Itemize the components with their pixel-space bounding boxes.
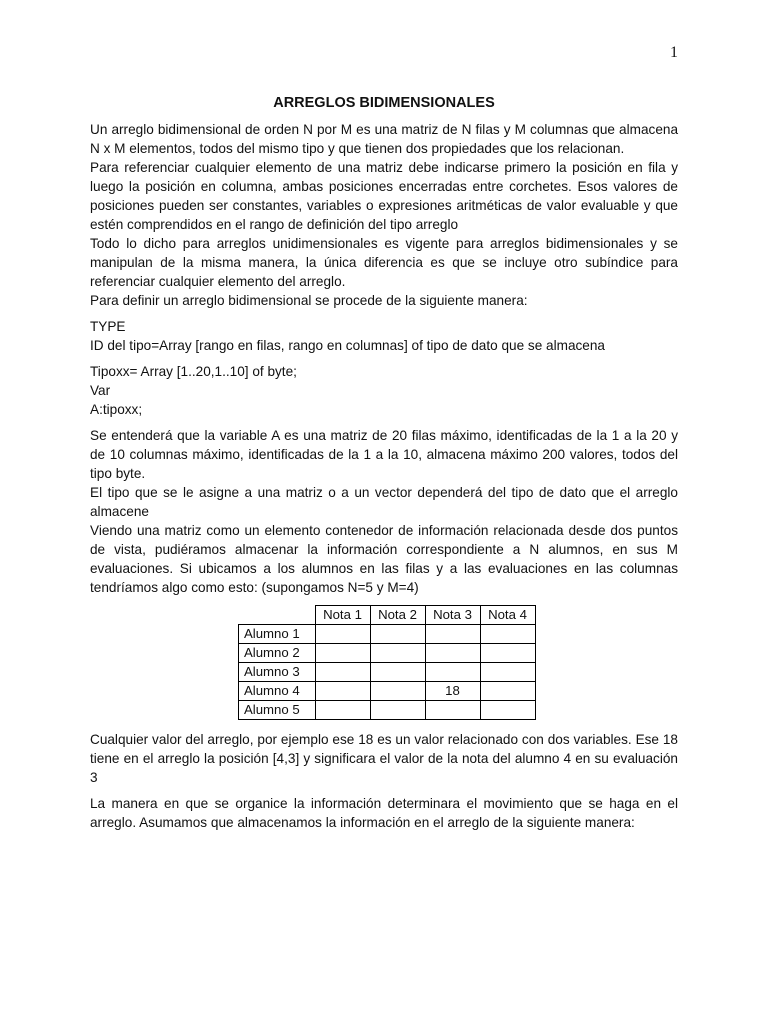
table-cell [370, 701, 425, 720]
table-cell [315, 701, 370, 720]
table-cell [425, 701, 480, 720]
paragraph: Para definir un arreglo bidimensional se procede de la siguiente manera: [90, 293, 528, 308]
paragraph: Viendo una matriz como un elemento contenedor de información relacionada desde dos puntos de vista, pudiéramos almacenar la información correspondiente a N alumnos, en sus M evaluaciones. Si ubicamos a los alumnos en las filas y a las evaluaciones en las columnas tendríamos algo como esto: (supongamos N=5 y M=4) [90, 523, 678, 595]
paragraph: Se entenderá que la variable A es una matriz de 20 filas máximo, identificadas de la 1 a la 20 y de 10 columnas máximo, identificadas de la 1 a la 10, almacena máximo 200 valores, todos del tipo byte. [90, 428, 678, 481]
code-line: Tipoxx= Array [1..20,1..10] of byte; [90, 364, 297, 379]
paragraph: Para referenciar cualquier elemento de una matriz debe indicarse primero la posición en fila y luego la posición en columna, ambas posiciones encerradas entre corchetes. Esos valores de posiciones pueden ser constantes, variables o expresiones aritméticas de valor evaluable y que estén comprendidos en el rango de definición del tipo arreglo [90, 160, 678, 232]
paragraph: Cualquier valor del arreglo, por ejemplo ese 18 es un valor relacionado con dos variables. Ese 18 tiene en el arreglo la posición [4,3] y significara el valor de la nota del alumno 4 en su evaluación 3 [90, 732, 678, 785]
table-cell: 18 [425, 682, 480, 701]
table-cell [425, 663, 480, 682]
code-line: A:tipoxx; [90, 402, 143, 417]
code-example-block [90, 362, 678, 419]
table-column-header: Nota 2 [370, 606, 425, 625]
table-row [239, 682, 536, 701]
table-row-header: Alumno 4 [239, 682, 316, 701]
type-definition-block [90, 317, 678, 355]
table-cell [480, 644, 535, 663]
paragraph: Todo lo dicho para arreglos unidimensionales es vigente para arreglos bidimensionales y se manipulan de la misma manera, la única diferencia es que se incluye otro subíndice para referenciar cualquier elemento del arreglo. [90, 236, 678, 289]
table-cell [370, 682, 425, 701]
page-number: 1 [670, 44, 678, 61]
table-row [239, 663, 536, 682]
document-title: ARREGLOS BIDIMENSIONALES [273, 95, 495, 111]
table-cell [315, 682, 370, 701]
table-cell [315, 625, 370, 644]
explanation-block [90, 426, 678, 597]
table-column-header: Nota 1 [315, 606, 370, 625]
table-row-header: Alumno 1 [239, 625, 316, 644]
table-corner [239, 606, 316, 625]
paragraph: La manera en que se organice la información determinara el movimiento que se haga en el arreglo. Asumamos que almacenamos la información en el arreglo de la siguiente manera: [90, 796, 678, 830]
type-keyword: TYPE [90, 319, 126, 334]
table-cell [425, 625, 480, 644]
table-cell [315, 663, 370, 682]
table-row [239, 625, 536, 644]
paragraph: Un arreglo bidimensional de orden N por M es una matriz de N filas y M columnas que almacena N x M elementos, todos del mismo tipo y que tienen dos propiedades que los relacionan. [90, 122, 678, 156]
table-header-row [239, 606, 536, 625]
code-line: Var [90, 383, 111, 398]
table-cell [480, 701, 535, 720]
table-cell [425, 644, 480, 663]
table-row-header: Alumno 3 [239, 663, 316, 682]
table-cell [480, 682, 535, 701]
table-column-header: Nota 3 [425, 606, 480, 625]
table-cell [480, 625, 535, 644]
paragraph: El tipo que se le asigne a una matriz o a un vector dependerá del tipo de dato que el arreglo almacene [90, 485, 678, 519]
table-cell [370, 625, 425, 644]
table-row-header: Alumno 5 [239, 701, 316, 720]
table-cell [315, 644, 370, 663]
table-column-header: Nota 4 [480, 606, 535, 625]
table-row [239, 644, 536, 663]
document-body [90, 94, 678, 832]
table-cell [370, 644, 425, 663]
table-row [239, 701, 536, 720]
grades-table [238, 605, 536, 720]
table-cell [370, 663, 425, 682]
table-cell [480, 663, 535, 682]
table-row-header: Alumno 2 [239, 644, 316, 663]
type-syntax: ID del tipo=Array [rango en filas, rango en columnas] of tipo de dato que se almacena [90, 338, 605, 353]
